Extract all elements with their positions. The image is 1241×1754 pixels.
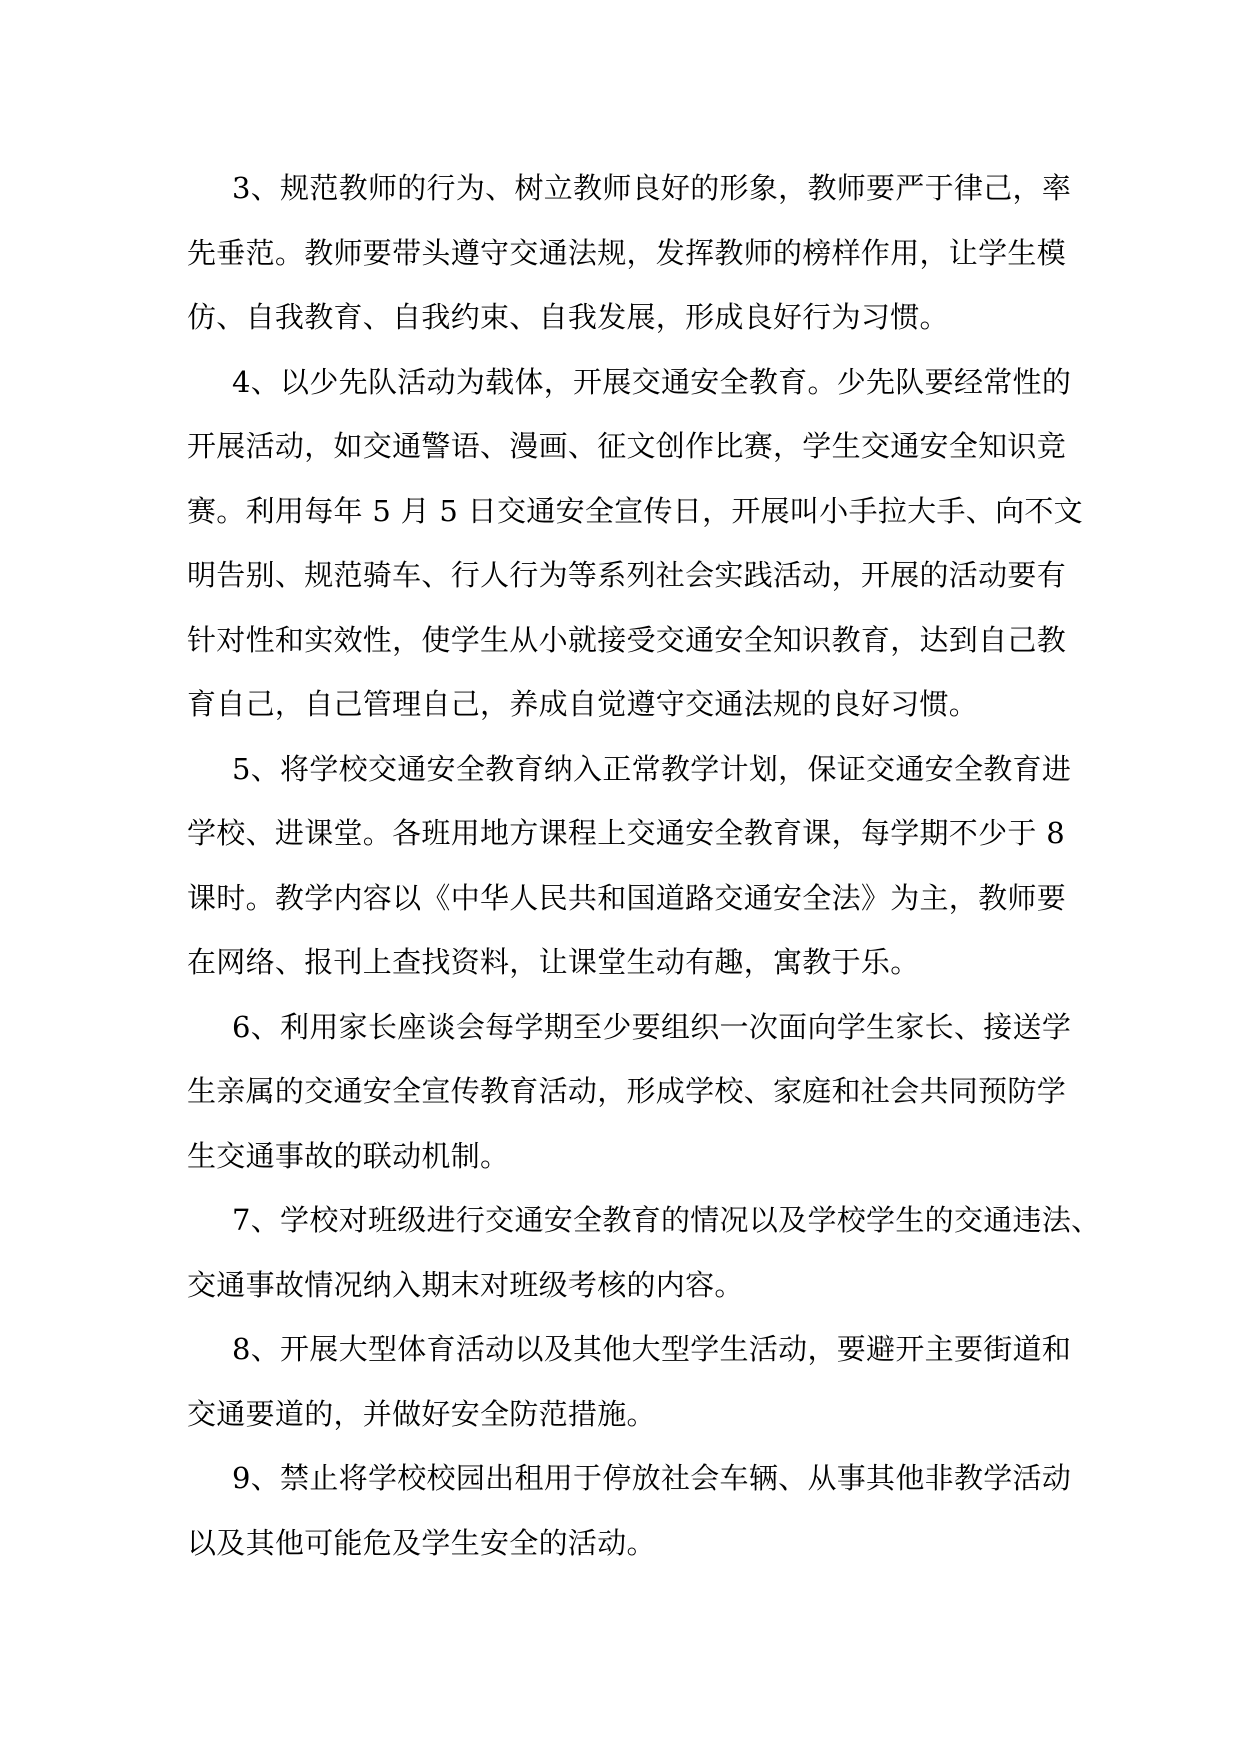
paragraph-line: 育自己，自己管理自己，养成自觉遵守交通法规的良好习惯。 [187, 687, 979, 721]
paragraph-item-8 [187, 1317, 1072, 1446]
paragraph-line: 以及其他可能危及学生安全的活动。 [187, 1525, 656, 1560]
paragraph-line: 4、以少先队活动为载体，开展交通安全教育。少先队要经常性的 [232, 364, 1072, 399]
paragraph-line: 开展活动，如交通警语、漫画、征文创作比赛，学生交通安全知识竞 [187, 429, 1067, 463]
paragraph-line: 8、开展大型体育活动以及其他大型学生活动，要避开主要街道和 [232, 1332, 1072, 1366]
paragraph-line: 先垂范。教师要带头遵守交通法规，发挥教师的榜样作用，让学生模 [187, 235, 1067, 270]
paragraph-item-3 [187, 156, 1072, 350]
paragraph-line: 生交通事故的联动机制。 [187, 1138, 510, 1173]
paragraph-line: 在网络、报刊上查找资料，让课堂生动有趣，寓教于乐。 [187, 945, 920, 979]
paragraph-line: 课时。教学内容以《中华人民共和国道路交通安全法》为主，教师要 [187, 880, 1067, 915]
paragraph-line: 交通要道的，并做好安全防范措施。 [187, 1396, 656, 1431]
paragraph-line: 交通事故情况纳入期末对班级考核的内容。 [187, 1267, 744, 1302]
paragraph-line: 6、利用家长座谈会每学期至少要组织一次面向学生家长、接送学 [232, 1009, 1072, 1044]
paragraph-line: 生亲属的交通安全宣传教育活动，形成学校、家庭和社会共同预防学 [187, 1074, 1067, 1108]
paragraph-line: 学校、进课堂。各班用地方课程上交通安全教育课，每学期不少于 8 [187, 816, 1065, 850]
paragraph-item-4 [187, 350, 1083, 737]
paragraph-line: 赛。利用每年 5 月 5 日交通安全宣传日，开展叫小手拉大手、向不文 [187, 493, 1083, 528]
paragraph-line: 7、学校对班级进行交通安全教育的情况以及学校学生的交通违法、 [232, 1203, 1101, 1237]
paragraph-item-9 [187, 1446, 1072, 1575]
paragraph-item-7 [187, 1188, 1101, 1317]
paragraph-item-5 [187, 737, 1072, 995]
document-body [187, 156, 1101, 1575]
paragraph-line: 仿、自我教育、自我约束、自我发展，形成良好行为习惯。 [187, 300, 949, 334]
paragraph-line: 9、禁止将学校校园出租用于停放社会车辆、从事其他非教学活动 [232, 1461, 1072, 1495]
paragraph-line: 明告别、规范骑车、行人行为等系列社会实践活动，开展的活动要有 [187, 558, 1067, 592]
paragraph-item-6 [187, 995, 1072, 1189]
paragraph-line: 3、规范教师的行为、树立教师良好的形象，教师要严于律己，率 [232, 171, 1072, 205]
paragraph-line: 5、将学校交通安全教育纳入正常教学计划，保证交通安全教育进 [232, 751, 1072, 786]
paragraph-line: 针对性和实效性，使学生从小就接受交通安全知识教育，达到自己教 [187, 622, 1067, 657]
